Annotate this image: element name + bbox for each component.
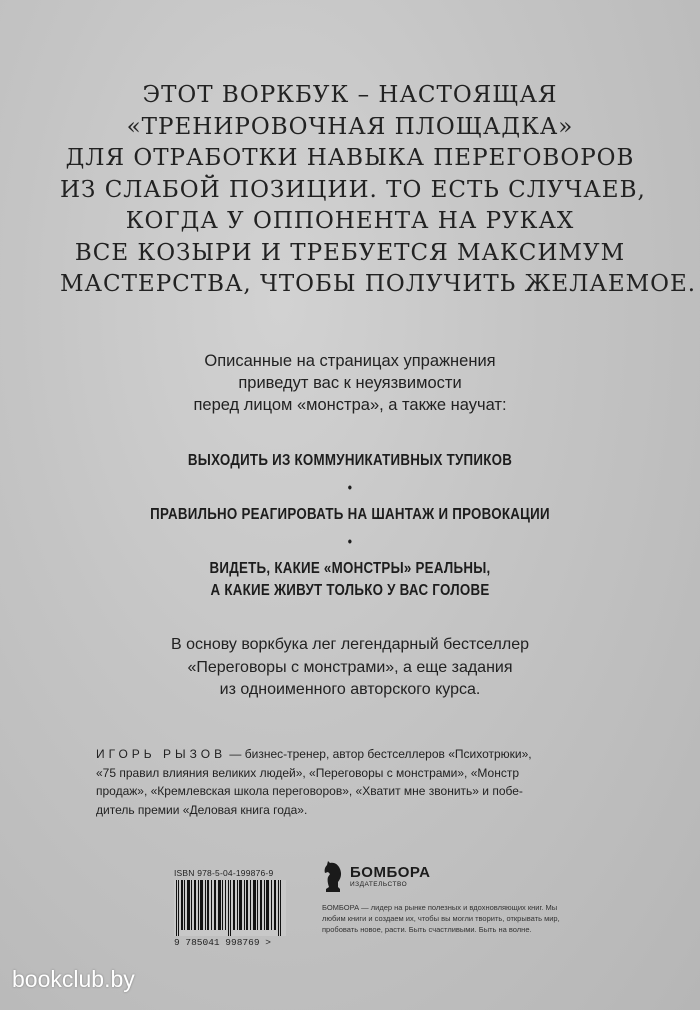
publisher-subtitle: ИЗДАТЕЛЬСТВО: [350, 881, 408, 888]
author-bio-line-3: продаж», «Кремлевская школа переговоров», «Хватит мне звонить» и побе-: [96, 784, 523, 798]
barcode-bars: [174, 880, 286, 936]
headline-line: ВСЕ КОЗЫРИ И ТРЕБУЕТСЯ МАКСИМУМ: [74, 239, 626, 266]
basis-line: В основу воркбука лег легендарный бестселлер: [170, 636, 529, 653]
intro-line: перед лицом «монстра», а также научат:: [193, 396, 507, 414]
headline-block: [60, 80, 697, 301]
skill-item-3-line-2: А КАКИЕ ЖИВУТ ТОЛЬКО У ВАС ГОЛОВЕ: [210, 582, 490, 599]
barcode-digits: 9 785041 998769 >: [174, 937, 271, 948]
headline-line: «ТРЕНИРОВОЧНАЯ ПЛОЩАДКА»: [126, 113, 574, 140]
skill-item-1: ВЫХОДИТЬ ИЗ КОММУНИКАТИВНЫХ ТУПИКОВ: [187, 452, 513, 469]
headline-line: ЭТОТ ВОРКБУК – НАСТОЯЩАЯ: [142, 82, 558, 108]
author-bio-line-2: «75 правил влияния великих людей», «Переговоры с монстрами», «Монстр: [96, 765, 519, 780]
chess-knight-icon: [322, 860, 344, 894]
intro-line: Описанные на страницах упражнения: [204, 352, 496, 370]
barcode: [174, 868, 292, 948]
publisher-logo: [322, 860, 562, 894]
author-bio: [96, 745, 616, 819]
headline-line: КОГДА У ОППОНЕНТА НА РУКАХ: [125, 208, 575, 234]
intro-paragraph: [150, 350, 550, 416]
publisher-block: [322, 860, 562, 935]
headline-line: МАСТЕРСТВА, ЧТОБЫ ПОЛУЧИТЬ ЖЕЛАЕМОЕ.: [60, 271, 697, 297]
basis-paragraph: [100, 634, 600, 702]
basis-line: из одноименного авторского курса.: [219, 681, 481, 698]
headline-line: ИЗ СЛАБОЙ ПОЗИЦИИ. ТО ЕСТЬ СЛУЧАЕВ,: [60, 176, 646, 203]
watermark-site: bookclub.by: [12, 966, 135, 992]
intro-line: приведут вас к неуязвимости: [238, 374, 462, 392]
isbn-label: ISBN 978-5-04-199876-9: [174, 868, 274, 878]
bullet-dot: •: [347, 533, 353, 549]
publisher-name: БОМБОРА: [350, 864, 431, 881]
headline-line: ДЛЯ ОТРАБОТКИ НАВЫКА ПЕРЕГОВОРОВ: [65, 145, 635, 171]
skills-list: [118, 450, 582, 602]
skill-item-2: ПРАВИЛЬНО РЕАГИРОВАТЬ НА ШАНТАЖ И ПРОВОКАЦИИ: [150, 506, 550, 523]
author-bio-line-4: дитель премии «Деловая книга года».: [96, 802, 308, 817]
publisher-description: БОМБОРА — лидер на рынке полезных и вдохновляющих книг. Мы любим книги и создаем их, чтобы вы могли творить, открывать мир, пробовать новое, расти. Быть счастливыми. Быть на волне.: [322, 903, 560, 934]
author-bio-line-1: [96, 745, 616, 764]
skill-item-3-line-1: ВИДЕТЬ, КАКИЕ «МОНСТРЫ» РЕАЛЬНЫ,: [209, 560, 491, 577]
basis-line: «Переговоры с монстрами», а еще задания: [187, 658, 513, 676]
author-name: ИГОРЬ РЫЗОВ: [96, 747, 227, 761]
bullet-dot: •: [347, 479, 353, 495]
author-bio-text: — бизнес-тренер, автор бестселлеров «Психотрюки»,: [226, 747, 532, 761]
